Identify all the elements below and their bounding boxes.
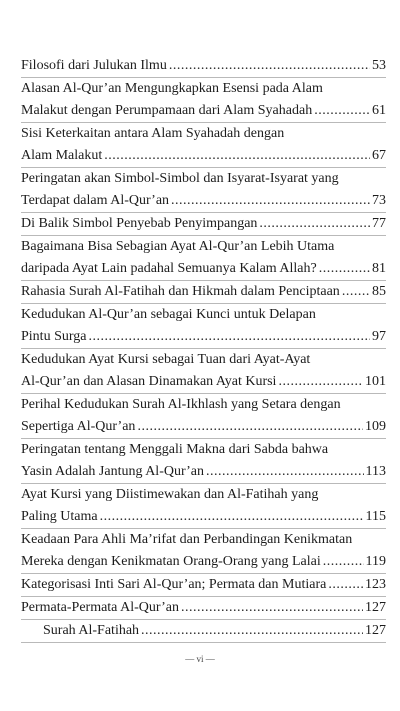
toc-title-line: Kedudukan Ayat Kursi sebagai Tuan dari Ayat-Ayat: [21, 352, 311, 367]
toc-title-line: Ayat Kursi yang Diistimewakan dan Al-Fatihah yang: [21, 487, 319, 502]
toc-title-line: Keadaan Para Ahli Ma’rifat dan Perbandingan Kenikmatan: [21, 532, 353, 547]
table-of-contents: [21, 55, 386, 643]
toc-title-line: Permata-Permata Al-Qur’an: [21, 600, 179, 615]
toc-entry[interactable]: [21, 484, 386, 529]
toc-title-line: Sepertiga Al-Qur’an: [21, 419, 136, 434]
toc-entry[interactable]: [21, 394, 386, 439]
toc-page-number: 115: [365, 509, 386, 524]
toc-page-number: 53: [372, 58, 386, 73]
toc-page-number: 113: [365, 464, 386, 479]
toc-entry[interactable]: [21, 78, 386, 123]
toc-entry[interactable]: [21, 349, 386, 394]
dot-leader: [259, 213, 370, 235]
toc-entry[interactable]: [21, 304, 386, 349]
toc-page-number: 77: [372, 216, 386, 231]
toc-title-line: Peringatan tentang Menggali Makna dari Sabda bahwa: [21, 442, 329, 457]
toc-page-number: 127: [365, 600, 386, 615]
toc-entry[interactable]: [21, 574, 386, 597]
toc-title-line: Rahasia Surah Al-Fatihah dan Hikmah dalam Penciptaan: [21, 284, 340, 299]
toc-title-line: Filosofi dari Julukan Ilmu: [21, 58, 167, 73]
toc-title-line: Terdapat dalam Al-Qur’an: [21, 193, 170, 208]
toc-entry[interactable]: [21, 123, 386, 168]
toc-page-number: 127: [365, 623, 386, 638]
toc-entry[interactable]: [21, 55, 386, 78]
toc-title-line: Paling Utama: [21, 509, 98, 524]
dot-leader: [278, 371, 363, 393]
toc-page-number: 101: [365, 374, 386, 389]
toc-page-number: 61: [372, 103, 386, 118]
toc-page-number: 85: [372, 284, 386, 299]
toc-title-line: Peringatan akan Simbol-Simbol dan Isyarat-Isyarat yang: [21, 171, 339, 186]
toc-entry[interactable]: [21, 281, 386, 304]
toc-entry[interactable]: [21, 597, 386, 620]
dot-leader: [88, 326, 370, 348]
dot-leader: [319, 258, 370, 280]
toc-page-number: 81: [372, 261, 386, 276]
toc-page-number: 123: [365, 577, 386, 592]
toc-page-number: 109: [365, 419, 386, 434]
toc-title-line: Surah Al-Fatihah: [43, 623, 140, 638]
dot-leader: [100, 506, 364, 528]
toc-entry[interactable]: [21, 529, 386, 574]
toc-entry[interactable]: [21, 236, 386, 281]
dot-leader: [104, 145, 370, 167]
toc-title-line: Perihal Kedudukan Surah Al-Ikhlash yang Setara dengan: [21, 397, 341, 412]
toc-title-line: Alam Malakut: [21, 148, 103, 163]
toc-title-line: Kedudukan Al-Qur’an sebagai Kunci untuk Delapan: [21, 307, 316, 322]
page-footer-number: — vi —: [185, 654, 215, 664]
toc-title-line: Mereka dengan Kenikmatan Orang-Orang yang Lalai: [21, 554, 321, 569]
dot-leader: [206, 461, 363, 483]
toc-page-number: 67: [372, 148, 386, 163]
toc-title-line: Sisi Keterkaitan antara Alam Syahadah dengan: [21, 126, 285, 141]
toc-title-line: Kategorisasi Inti Sari Al-Qur’an; Permata dan Mutiara: [21, 577, 327, 592]
toc-page-number: 73: [372, 193, 386, 208]
dot-leader: [171, 190, 370, 212]
toc-subentry[interactable]: [21, 620, 386, 643]
dot-leader: [181, 597, 363, 619]
toc-title-line: daripada Ayat Lain padahal Semuanya Kalam Allah?: [21, 261, 317, 276]
toc-title-line: Alasan Al-Qur’an Mengungkapkan Esensi pada Alam: [21, 81, 323, 96]
toc-title-line: Yasin Adalah Jantung Al-Qur’an: [21, 464, 205, 479]
toc-title-line: Di Balik Simbol Penyebab Penyimpangan: [21, 216, 258, 231]
dot-leader: [342, 281, 370, 303]
toc-entry[interactable]: [21, 439, 386, 484]
dot-leader: [328, 574, 363, 596]
toc-title-line: Al-Qur’an dan Alasan Dinamakan Ayat Kursi: [21, 374, 277, 389]
toc-title-line: Pintu Surga: [21, 329, 87, 344]
toc-page-number: 97: [372, 329, 386, 344]
toc-entry[interactable]: [21, 168, 386, 213]
toc-title-line: Bagaimana Bisa Sebagian Ayat Al-Qur’an Lebih Utama: [21, 239, 335, 254]
toc-entry[interactable]: [21, 213, 386, 236]
toc-page-number: 119: [365, 554, 386, 569]
dot-leader: [141, 620, 363, 642]
dot-leader: [314, 100, 370, 122]
dot-leader: [137, 416, 363, 438]
toc-title-line: Malakut dengan Perumpamaan dari Alam Syahadah: [21, 103, 313, 118]
dot-leader: [323, 551, 364, 573]
dot-leader: [169, 55, 370, 77]
